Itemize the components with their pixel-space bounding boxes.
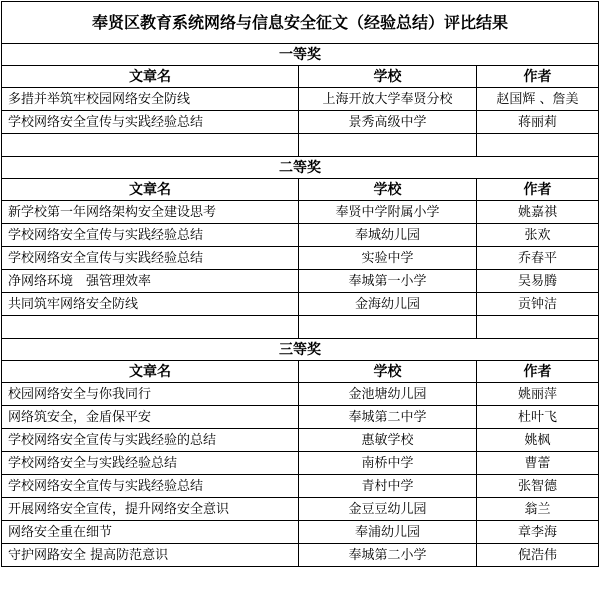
table-row [2, 406, 599, 429]
article-cell: 学校网络安全宣传与实践经验的总结 [2, 429, 299, 452]
table-row [2, 270, 599, 293]
author-cell: 蒋丽莉 [477, 111, 599, 134]
author-cell: 翁兰 [477, 498, 599, 521]
header-school: 学校 [299, 361, 477, 383]
title-row [2, 2, 599, 44]
table-row [2, 247, 599, 270]
blank-cell [477, 134, 599, 157]
table-row [2, 429, 599, 452]
school-cell: 奉城第二中学 [299, 406, 477, 429]
blank-cell [477, 316, 599, 339]
blank-cell [2, 134, 299, 157]
article-cell: 新学校第一年网络架构安全建设思考 [2, 201, 299, 224]
school-cell: 奉城幼儿园 [299, 224, 477, 247]
blank-row [2, 134, 599, 157]
table-row [2, 293, 599, 316]
table-row [2, 383, 599, 406]
author-cell: 姚枫 [477, 429, 599, 452]
prize-row-third [2, 339, 599, 361]
prize-row-second [2, 157, 599, 179]
header-article: 文章名 [2, 361, 299, 383]
school-cell: 奉贤中学附属小学 [299, 201, 477, 224]
page-title: 奉贤区教育系统网络与信息安全征文（经验总结）评比结果 [2, 2, 599, 44]
author-cell: 曹蕾 [477, 452, 599, 475]
table-row [2, 475, 599, 498]
article-cell: 共同筑牢网络安全防线 [2, 293, 299, 316]
author-cell: 章李海 [477, 521, 599, 544]
results-table [1, 1, 599, 567]
header-row [2, 66, 599, 88]
author-cell: 吴易腾 [477, 270, 599, 293]
author-cell: 赵国辉 、詹美 [477, 88, 599, 111]
article-cell: 学校网络安全与实践经验总结 [2, 452, 299, 475]
header-author: 作者 [477, 361, 599, 383]
school-cell: 奉城第二小学 [299, 544, 477, 567]
article-cell: 学校网络安全宣传与实践经验总结 [2, 111, 299, 134]
header-author: 作者 [477, 66, 599, 88]
header-row [2, 179, 599, 201]
article-cell: 多措并举筑牢校园网络安全防线 [2, 88, 299, 111]
article-cell: 学校网络安全宣传与实践经验总结 [2, 224, 299, 247]
table-row [2, 544, 599, 567]
author-cell: 张欢 [477, 224, 599, 247]
header-school: 学校 [299, 66, 477, 88]
header-school: 学校 [299, 179, 477, 201]
prize-label: 一等奖 [2, 44, 599, 66]
school-cell: 奉浦幼儿园 [299, 521, 477, 544]
prize-row-first [2, 44, 599, 66]
table-row [2, 224, 599, 247]
school-cell: 金池塘幼儿园 [299, 383, 477, 406]
blank-row [2, 316, 599, 339]
school-cell: 实验中学 [299, 247, 477, 270]
school-cell: 惠敏学校 [299, 429, 477, 452]
author-cell: 乔春平 [477, 247, 599, 270]
prize-label: 二等奖 [2, 157, 599, 179]
school-cell: 青村中学 [299, 475, 477, 498]
header-row [2, 361, 599, 383]
author-cell: 张智德 [477, 475, 599, 498]
blank-cell [299, 134, 477, 157]
school-cell: 奉城第一小学 [299, 270, 477, 293]
header-article: 文章名 [2, 179, 299, 201]
school-cell: 南桥中学 [299, 452, 477, 475]
article-cell: 守护网路安全 提高防范意识 [2, 544, 299, 567]
table-row [2, 88, 599, 111]
table-row [2, 452, 599, 475]
table-row [2, 521, 599, 544]
header-article: 文章名 [2, 66, 299, 88]
school-cell: 金豆豆幼儿园 [299, 498, 477, 521]
table-row [2, 201, 599, 224]
blank-cell [2, 316, 299, 339]
article-cell: 学校网络安全宣传与实践经验总结 [2, 247, 299, 270]
author-cell: 杜叶飞 [477, 406, 599, 429]
school-cell: 景秀高级中学 [299, 111, 477, 134]
article-cell: 校园网络安全与你我同行 [2, 383, 299, 406]
article-cell: 学校网络安全宣传与实践经验总结 [2, 475, 299, 498]
prize-label: 三等奖 [2, 339, 599, 361]
header-author: 作者 [477, 179, 599, 201]
author-cell: 姚丽萍 [477, 383, 599, 406]
blank-cell [299, 316, 477, 339]
table-row [2, 111, 599, 134]
table-row [2, 498, 599, 521]
author-cell: 贡钟洁 [477, 293, 599, 316]
author-cell: 姚嘉祺 [477, 201, 599, 224]
article-cell: 网络筑安全，金盾保平安 [2, 406, 299, 429]
school-cell: 上海开放大学奉贤分校 [299, 88, 477, 111]
school-cell: 金海幼儿园 [299, 293, 477, 316]
article-cell: 开展网络安全宣传，提升网络安全意识 [2, 498, 299, 521]
article-cell: 网络安全重在细节 [2, 521, 299, 544]
author-cell: 倪浩伟 [477, 544, 599, 567]
article-cell: 净网络环境 强管理效率 [2, 270, 299, 293]
